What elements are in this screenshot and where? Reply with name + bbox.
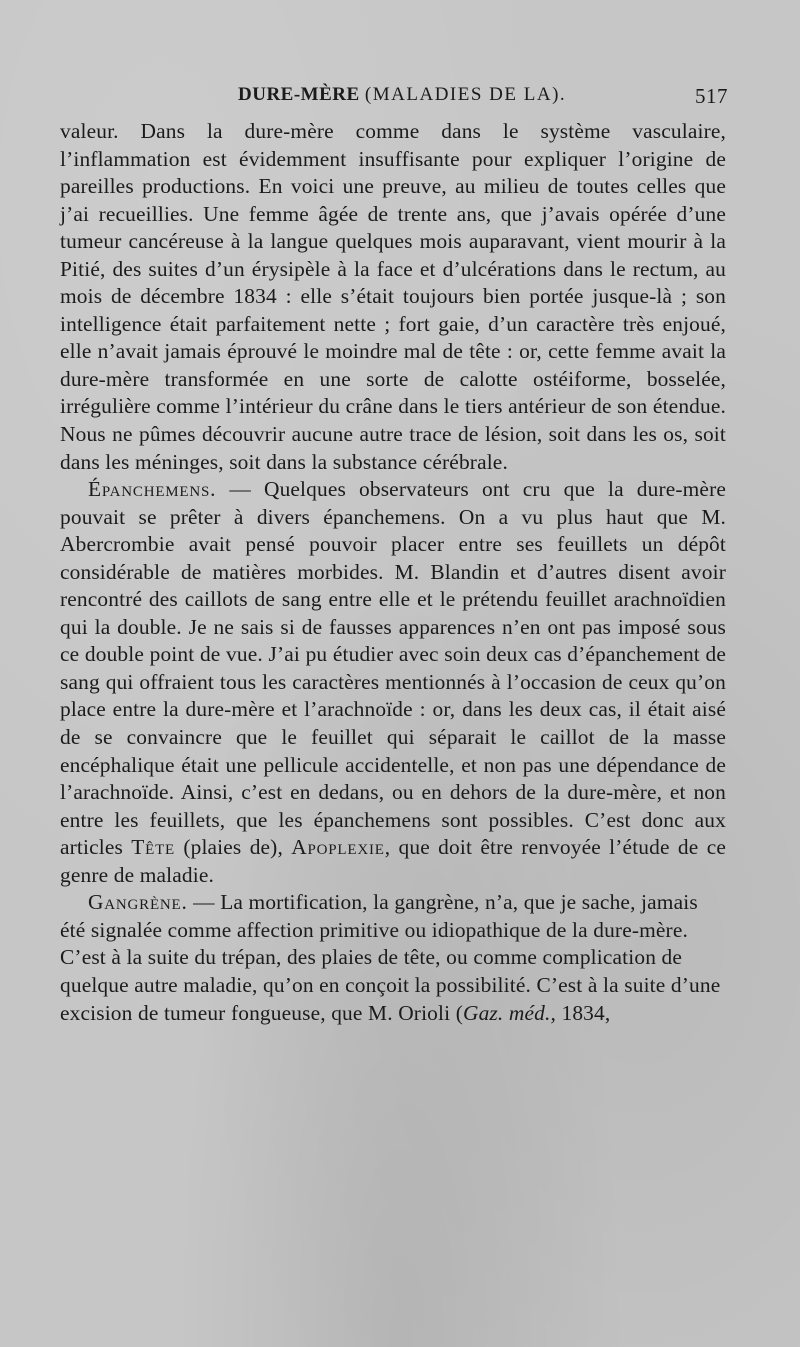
- paragraph-gangrene-text: — La mortification, la gangrène, n’a, que je sache, jamais été signalée comme affection primitive ou idiopathique de la dure-mère. C’est à la suite du trépan, des plaies de tête, ou comme complication de quelque autre maladie, qu’on en conçoit la possibilité. C’est à la suite d’une excision de tumeur fongueuse, que M. Orioli (: [60, 890, 721, 1025]
- book-page: [60, 84, 726, 1027]
- citation-gazette-medicale: Gaz. méd.,: [462, 1000, 556, 1025]
- paragraph-epanchemens-mid: (plaies de),: [175, 835, 292, 860]
- paragraph-epanchemens-text: — Quelques observateurs ont cru que la dure-mère pouvait se prêter à divers épanchemens. On a vu plus haut que M. Abercrombie avait pensé pouvoir placer entre ses feuillets un dépôt considérable de matières morbides. M. Blandin et d’autres disent avoir rencontré des caillots de sang entre elle et le prétendu feuillet arachnoïdien qui la double. Je ne sais si de fausses apparences n’en ont pas imposé sous ce double point de vue. J’ai pu étudier avec soin deux cas d’épanchement de sang qui offraient tous les caractères mentionnés à l’occasion de ceux qu’on place entre la dure-mère et l’arachnoïde : or, dans les deux cas, il était aisé de se convaincre que le feuillet qui séparait le caillot de la masse encéphalique était une pellicule accidentelle, et non pas une dépendance de l’arachnoïde. Ainsi, c’est en dedans, ou en dehors de la dure-mère, et non entre les feuillets, que les épanchemens sont possibles. C’est donc aux articles: [60, 477, 726, 860]
- running-title-subtitle: (MALADIES DE LA).: [364, 84, 567, 105]
- cross-reference-apoplexie: Apoplexie: [291, 835, 385, 860]
- running-title-main: DURE-MÈRE: [238, 84, 360, 105]
- paragraph-gangrene-end: 1834,: [555, 1000, 611, 1025]
- running-title: [238, 84, 566, 106]
- cross-reference-tete: Tête: [131, 835, 176, 860]
- paragraph-epanchemens-end: , que doit être renvoyée l’étude de ce genre de maladie.: [60, 835, 726, 887]
- body-text: [60, 118, 726, 1027]
- paragraph-inflammation: valeur. Dans la dure-mère comme dans le système vasculaire, l’inflammation est évidemment insuffisante pour expliquer l’origine de pareilles productions. En voici une preuve, au milieu de toutes celles que j’ai recueillies. Une femme âgée de trente ans, que j’avais opérée d’une tumeur cancéreuse à la langue quelques mois auparavant, vient mourir à la Pitié, des suites d’un érysipèle à la face et d’ulcérations dans le rectum, au mois de décembre 1834 : elle s’était toujours bien portée jusque-là ; son intelligence était parfaitement nette ; fort gaie, d’un caractère très enjoué, elle n’avait jamais éprouvé le moindre mal de tête : or, cette femme avait la dure-mère transformée en une sorte de calotte ostéiforme, bosselée, irrégulière comme l’intérieur du crâne dans le tiers antérieur de son étendue. Nous ne pûmes découvrir aucune autre trace de lésion, soit dans les os, soit dans les méninges, soit dans la substance cérébrale.: [60, 119, 726, 474]
- paragraph-gangrene: [60, 889, 726, 1027]
- section-heading-gangrene: Gangrène.: [88, 890, 188, 915]
- paragraph-epanchemens: [60, 476, 726, 889]
- section-heading-epanchemens: Épanchemens.: [88, 477, 217, 502]
- running-head: [60, 84, 726, 118]
- page-number: 517: [695, 84, 728, 108]
